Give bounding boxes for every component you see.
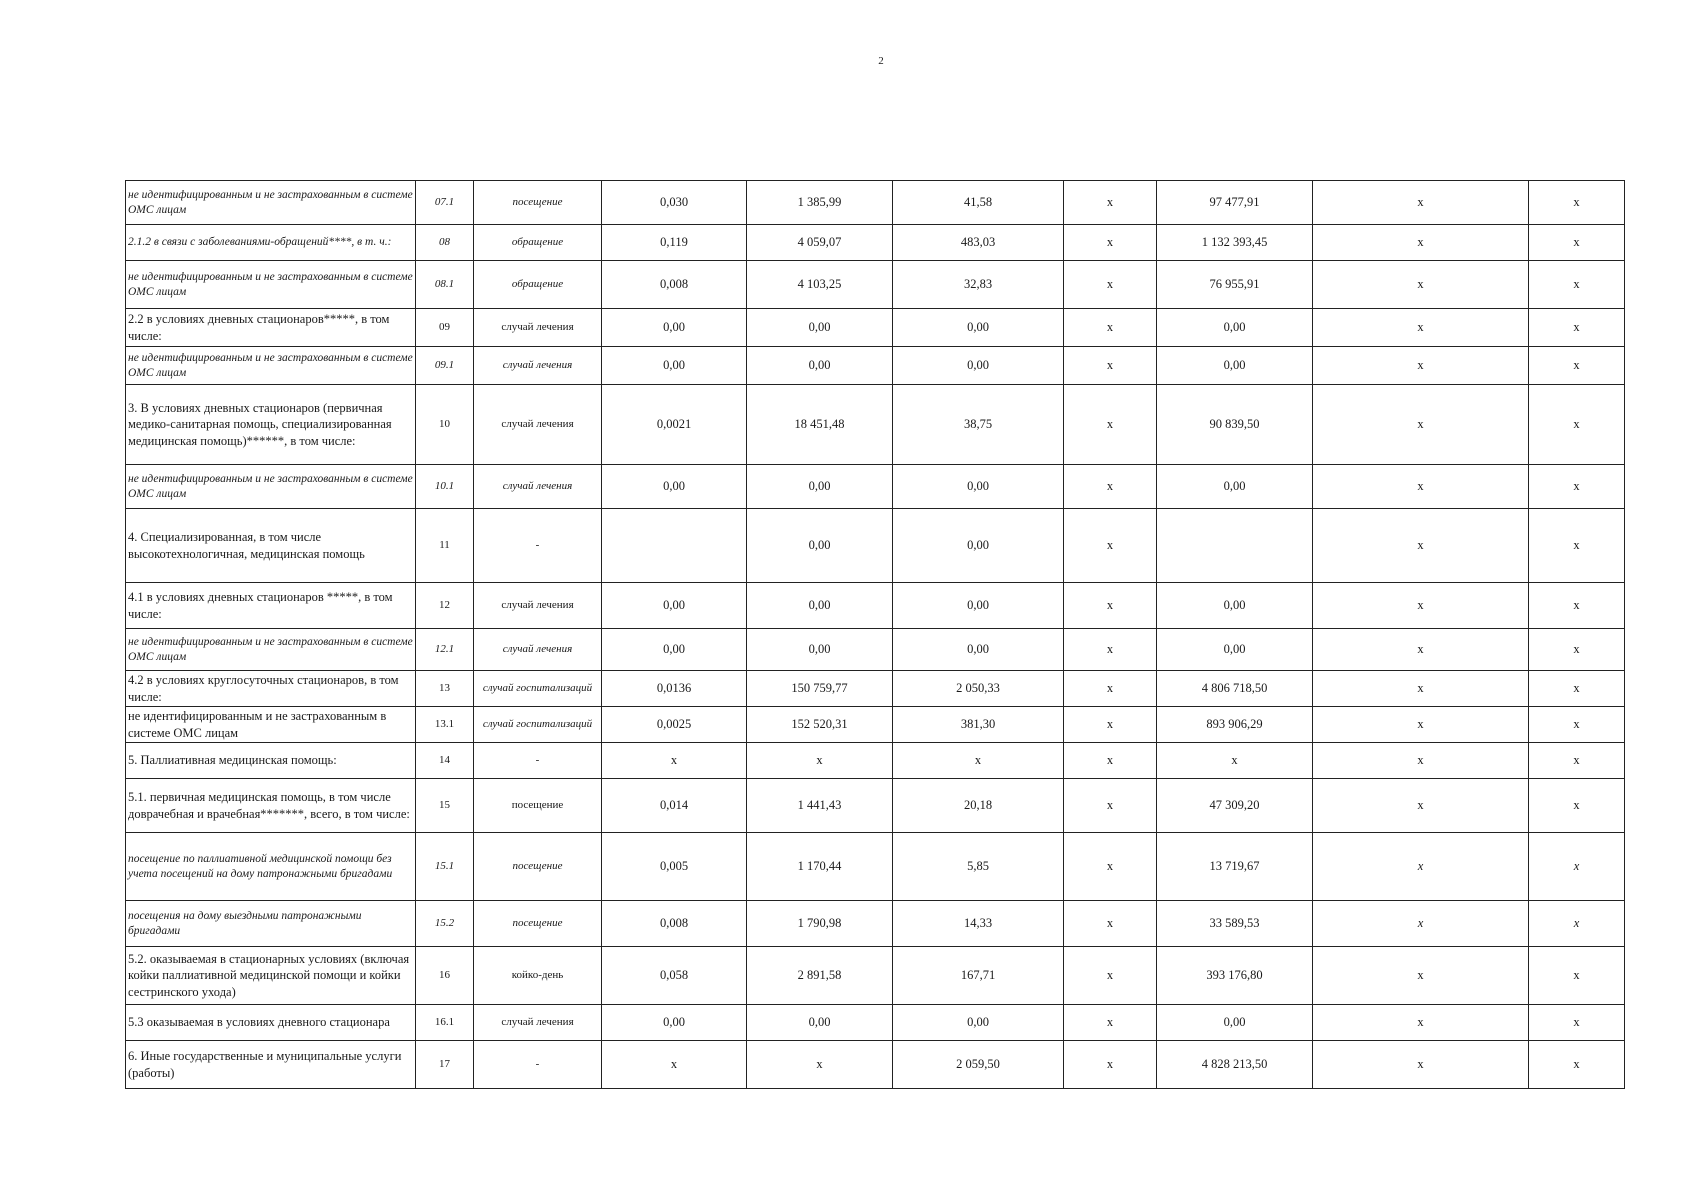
row-unit: посещение [474,901,602,947]
row-unit: посещение [474,181,602,225]
cell-percent: х [1529,901,1625,947]
row-unit: случай лечения [474,385,602,465]
row-code: 15.1 [416,833,474,901]
cell-total-oms: х [1313,465,1529,509]
cell-cost: 0,00 [747,465,893,509]
row-name: 2.2 в условиях дневных стационаров*****, в том числе: [126,309,416,347]
cell-norm: 0,00 [602,629,747,671]
cell-total-budget: 0,00 [1157,583,1313,629]
cell-per-capita-budget: 0,00 [893,629,1064,671]
cell-per-capita-budget: х [893,743,1064,779]
cell-per-capita-oms: х [1064,1005,1157,1041]
cell-per-capita-budget: 0,00 [893,309,1064,347]
row-unit: случай госпитализаций [474,671,602,707]
row-unit: случай лечения [474,347,602,385]
cell-total-oms: х [1313,1041,1529,1089]
row-unit: случай госпитализаций [474,707,602,743]
row-unit: обращение [474,261,602,309]
row-code: 09.1 [416,347,474,385]
cell-total-budget: х [1157,743,1313,779]
row-unit: - [474,509,602,583]
row-code: 14 [416,743,474,779]
cell-total-budget: 0,00 [1157,629,1313,671]
cell-percent: х [1529,583,1625,629]
table-row [126,671,1625,707]
row-code: 12.1 [416,629,474,671]
cell-norm: 0,119 [602,225,747,261]
row-name: 4.1 в условиях дневных стационаров *****, в том числе: [126,583,416,629]
row-code: 13.1 [416,707,474,743]
cell-norm: 0,00 [602,347,747,385]
cell-per-capita-budget: 0,00 [893,583,1064,629]
cell-per-capita-oms: х [1064,225,1157,261]
cell-per-capita-budget: 2 059,50 [893,1041,1064,1089]
cell-total-oms: х [1313,1005,1529,1041]
cell-norm: 0,008 [602,261,747,309]
cell-cost: 4 103,25 [747,261,893,309]
table-row [126,901,1625,947]
cell-total-budget: 90 839,50 [1157,385,1313,465]
cell-total-oms: х [1313,707,1529,743]
cell-total-budget: 1 132 393,45 [1157,225,1313,261]
cell-percent: х [1529,671,1625,707]
cell-per-capita-oms: х [1064,181,1157,225]
cell-per-capita-oms: х [1064,743,1157,779]
cell-norm: 0,0021 [602,385,747,465]
row-code: 15.2 [416,901,474,947]
table-row [126,309,1625,347]
cell-cost: х [747,743,893,779]
table-row [126,385,1625,465]
row-code: 13 [416,671,474,707]
row-unit: случай лечения [474,1005,602,1041]
row-name: 2.1.2 в связи с заболеваниями-обращений****, в т. ч.: [126,225,416,261]
row-code: 09 [416,309,474,347]
cell-norm: 0,00 [602,1005,747,1041]
cell-percent: х [1529,347,1625,385]
cell-total-budget: 0,00 [1157,465,1313,509]
cell-total-budget: 33 589,53 [1157,901,1313,947]
cell-norm [602,509,747,583]
cell-total-budget: 47 309,20 [1157,779,1313,833]
cell-per-capita-oms: х [1064,779,1157,833]
cell-percent: х [1529,1005,1625,1041]
cell-norm: 0,030 [602,181,747,225]
cell-percent: х [1529,743,1625,779]
cell-norm: 0,00 [602,583,747,629]
table-row [126,629,1625,671]
cell-cost: 1 170,44 [747,833,893,901]
cell-total-budget: 893 906,29 [1157,707,1313,743]
table-row [126,225,1625,261]
cell-per-capita-budget: 167,71 [893,947,1064,1005]
cell-per-capita-oms: х [1064,509,1157,583]
cell-cost: 1 441,43 [747,779,893,833]
row-unit: посещение [474,833,602,901]
cell-total-oms: х [1313,583,1529,629]
cell-per-capita-oms: х [1064,947,1157,1005]
row-code: 10 [416,385,474,465]
cell-norm: 0,008 [602,901,747,947]
cell-cost: 4 059,07 [747,225,893,261]
cell-total-oms: х [1313,225,1529,261]
cell-norm: 0,014 [602,779,747,833]
row-code: 16 [416,947,474,1005]
cell-per-capita-budget: 38,75 [893,385,1064,465]
cell-total-budget [1157,509,1313,583]
row-code: 12 [416,583,474,629]
cell-per-capita-oms: х [1064,1041,1157,1089]
row-name: 4. Специализированная, в том числе высокотехнологичная, медицинская помощь [126,509,416,583]
cell-total-oms: х [1313,743,1529,779]
cell-per-capita-oms: х [1064,347,1157,385]
cell-per-capita-budget: 0,00 [893,347,1064,385]
row-code: 08 [416,225,474,261]
row-name: 5. Паллиативная медицинская помощь: [126,743,416,779]
row-name: посещения на дому выездными патронажными бригадами [126,901,416,947]
cell-per-capita-budget: 2 050,33 [893,671,1064,707]
row-code: 08.1 [416,261,474,309]
cell-norm: 0,005 [602,833,747,901]
financing-table [125,180,1625,1089]
cell-total-budget: 13 719,67 [1157,833,1313,901]
cell-total-oms: х [1313,901,1529,947]
table-row [126,707,1625,743]
cell-cost: 0,00 [747,1005,893,1041]
cell-per-capita-budget: 0,00 [893,465,1064,509]
row-code: 16.1 [416,1005,474,1041]
row-unit: случай лечения [474,583,602,629]
cell-per-capita-oms: х [1064,309,1157,347]
cell-total-oms: х [1313,833,1529,901]
cell-percent: х [1529,779,1625,833]
cell-total-budget: 0,00 [1157,347,1313,385]
cell-per-capita-budget: 381,30 [893,707,1064,743]
row-name: 4.2 в условиях круглосуточных стационаров, в том числе: [126,671,416,707]
cell-cost: х [747,1041,893,1089]
cell-total-oms: х [1313,385,1529,465]
row-unit: - [474,743,602,779]
cell-percent: х [1529,707,1625,743]
cell-total-oms: х [1313,181,1529,225]
cell-cost: 0,00 [747,583,893,629]
row-code: 15 [416,779,474,833]
table-row [126,1005,1625,1041]
cell-norm: 0,0136 [602,671,747,707]
cell-percent: х [1529,261,1625,309]
cell-cost: 0,00 [747,309,893,347]
cell-percent: х [1529,181,1625,225]
cell-percent: х [1529,309,1625,347]
cell-per-capita-budget: 5,85 [893,833,1064,901]
table-row [126,465,1625,509]
cell-total-oms: х [1313,347,1529,385]
cell-percent: х [1529,465,1625,509]
cell-total-budget: 97 477,91 [1157,181,1313,225]
cell-total-oms: х [1313,309,1529,347]
row-code: 11 [416,509,474,583]
row-name: 3. В условиях дневных стационаров (первичная медико-санитарная помощь, специализированная медицинская помощь)******, в том числе: [126,385,416,465]
cell-per-capita-budget: 0,00 [893,1005,1064,1041]
cell-total-oms: х [1313,629,1529,671]
cell-per-capita-oms: х [1064,901,1157,947]
cell-total-budget: 4 828 213,50 [1157,1041,1313,1089]
cell-per-capita-budget: 32,83 [893,261,1064,309]
row-name: не идентифицированным и не застрахованным в системе ОМС лицам [126,707,416,743]
row-unit: обращение [474,225,602,261]
row-name: не идентифицированным и не застрахованным в системе ОМС лицам [126,465,416,509]
row-code: 10.1 [416,465,474,509]
row-name: не идентифицированным и не застрахованным в системе ОМС лицам [126,181,416,225]
cell-cost: 1 385,99 [747,181,893,225]
cell-norm: х [602,1041,747,1089]
row-code: 07.1 [416,181,474,225]
row-name: 5.1. первичная медицинская помощь, в том числе доврачебная и врачебная*******, всего, в том числе: [126,779,416,833]
cell-cost: 1 790,98 [747,901,893,947]
cell-cost: 18 451,48 [747,385,893,465]
cell-percent: х [1529,225,1625,261]
row-name: не идентифицированным и не застрахованным в системе ОМС лицам [126,347,416,385]
cell-total-oms: х [1313,779,1529,833]
cell-total-oms: х [1313,261,1529,309]
table-row [126,779,1625,833]
table-row [126,743,1625,779]
cell-per-capita-oms: х [1064,833,1157,901]
row-name: не идентифицированным и не застрахованным в системе ОМС лицам [126,629,416,671]
row-unit: случай лечения [474,629,602,671]
cell-percent: х [1529,385,1625,465]
cell-total-budget: 0,00 [1157,1005,1313,1041]
cell-per-capita-oms: х [1064,583,1157,629]
cell-cost: 2 891,58 [747,947,893,1005]
table-row [126,261,1625,309]
cell-per-capita-oms: х [1064,629,1157,671]
row-name: 6. Иные государственные и муниципальные услуги (работы) [126,1041,416,1089]
cell-percent: х [1529,629,1625,671]
cell-norm: х [602,743,747,779]
row-unit: - [474,1041,602,1089]
cell-per-capita-budget: 41,58 [893,181,1064,225]
cell-percent: х [1529,1041,1625,1089]
cell-norm: 0,00 [602,465,747,509]
cell-total-budget: 393 176,80 [1157,947,1313,1005]
row-name: 5.2. оказываемая в стационарных условиях (включая койки паллиативной медицинской помощи и койки сестринского ухода) [126,947,416,1005]
cell-per-capita-oms: х [1064,261,1157,309]
cell-total-oms: х [1313,509,1529,583]
cell-per-capita-oms: х [1064,671,1157,707]
cell-cost: 152 520,31 [747,707,893,743]
cell-percent: х [1529,509,1625,583]
table-row [126,181,1625,225]
row-code: 17 [416,1041,474,1089]
cell-per-capita-budget: 20,18 [893,779,1064,833]
table-row [126,947,1625,1005]
cell-norm: 0,058 [602,947,747,1005]
cell-per-capita-oms: х [1064,707,1157,743]
row-name: не идентифицированным и не застрахованным в системе ОМС лицам [126,261,416,309]
table-row [126,1041,1625,1089]
cell-total-budget: 4 806 718,50 [1157,671,1313,707]
table-row [126,833,1625,901]
cell-norm: 0,0025 [602,707,747,743]
cell-total-budget: 76 955,91 [1157,261,1313,309]
cell-cost: 150 759,77 [747,671,893,707]
cell-total-oms: х [1313,947,1529,1005]
row-unit: случай лечения [474,309,602,347]
table-row [126,509,1625,583]
row-name: 5.3 оказываемая в условиях дневного стационара [126,1005,416,1041]
cell-per-capita-oms: х [1064,465,1157,509]
row-unit: случай лечения [474,465,602,509]
cell-per-capita-oms: х [1064,385,1157,465]
cell-cost: 0,00 [747,347,893,385]
cell-per-capita-budget: 483,03 [893,225,1064,261]
cell-per-capita-budget: 0,00 [893,509,1064,583]
row-unit: посещение [474,779,602,833]
cell-cost: 0,00 [747,629,893,671]
cell-per-capita-budget: 14,33 [893,901,1064,947]
row-name: посещение по паллиативной медицинской помощи без учета посещений на дому патронажными бригадами [126,833,416,901]
table-row [126,347,1625,385]
table-row [126,583,1625,629]
cell-percent: х [1529,947,1625,1005]
cell-total-budget: 0,00 [1157,309,1313,347]
cell-total-oms: х [1313,671,1529,707]
row-unit: койко-день [474,947,602,1005]
cell-cost: 0,00 [747,509,893,583]
cell-norm: 0,00 [602,309,747,347]
cell-percent: х [1529,833,1625,901]
page-number: 2 [878,55,884,67]
